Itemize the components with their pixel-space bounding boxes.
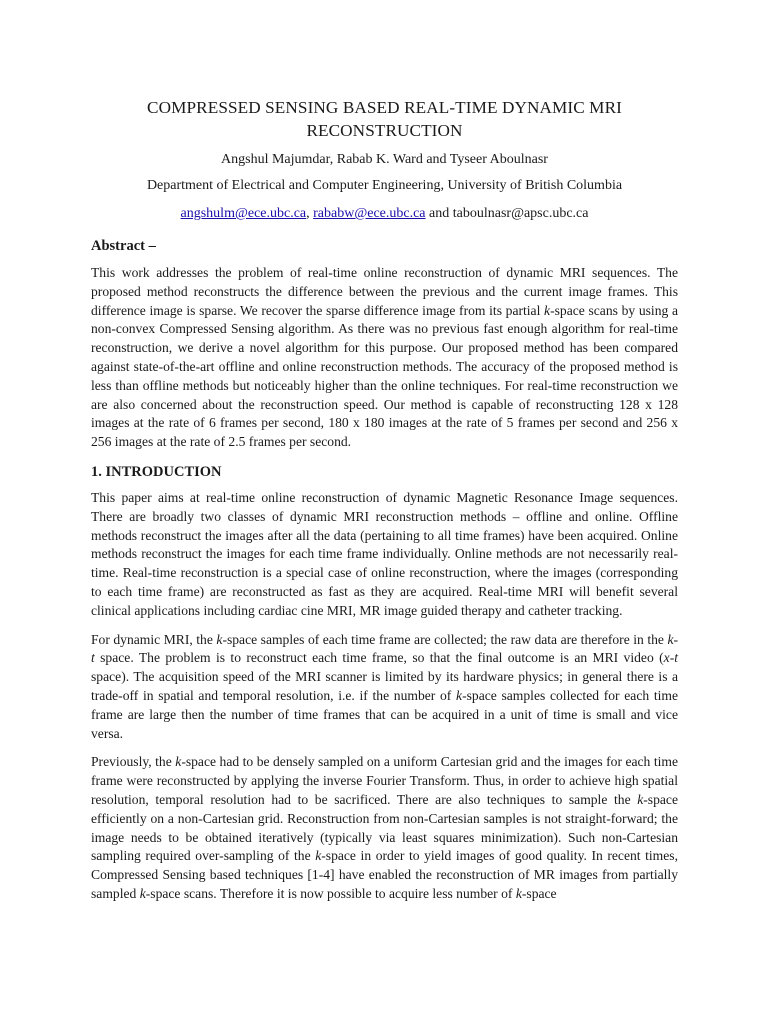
italic-k: k — [216, 631, 223, 647]
p3-text-d: -space in order to yield images of good quality. In recent times, Compressed Sensing based techniques [1-4] have enabled the reconstruction of MR images from partially sampled — [91, 848, 678, 901]
email-link-1[interactable]: angshulm@ece.ubc.ca — [180, 206, 307, 221]
p3-text-b: -space had to be densely sampled on a uniform Cartesian grid and the images for each time frame were reconstructed by applying the inverse Fourier Transform. Thus, in order to achieve high spatial resolution, temporal resolution had to be sacrificed. There are also techniques to sample the — [91, 754, 679, 807]
affiliation: Department of Electrical and Computer Engineering, University of British Columbia — [146, 178, 623, 193]
email-link-2[interactable]: rababw@ece.ubc.ca — [313, 206, 426, 221]
p2-text-a: For dynamic MRI, the — [91, 631, 217, 647]
p2-text-b: -space samples of each time frame are collected; the raw data are therefore in the — [222, 631, 668, 647]
email-separator: , — [306, 206, 314, 221]
italic-k: k — [515, 885, 522, 901]
p2-text-d: space). The acquisition speed of the MRI scanner is limited by its hardware physics; in general there is a trade-off in spatial and temporal resolution, i.e. if the number of — [91, 669, 678, 703]
abstract-heading: Abstract – — [91, 238, 156, 254]
italic-x-t: x-t — [663, 650, 678, 666]
intro-paragraph-2 — [91, 631, 678, 744]
intro-paragraph-1: This paper aims at real-time online reconstruction of dynamic Magnetic Resonance Image sequences. There are broadly two classes of dynamic MRI reconstruction methods – offline and online. Offline methods reconstruct the images after all the data (pertaining to all time frames) have been acquired. Online methods reconstruct the images for each time frame individually. Online methods are not necessarily real-time. Real-time reconstruction is a special case of online reconstruction, where the images (corresponding to each time frame) are reconstructed as fast as they are acquired. Real-time MRI will benefit several clinical applications including cardiac cine MRI, MR image guided therapy and catheter tracking. — [91, 489, 678, 618]
italic-k: k — [315, 848, 322, 864]
p2-text-c: space. The problem is to reconstruct each time frame, so that the final outcome is an MRI video ( — [94, 650, 664, 666]
abstract-text-part-1: This work addresses the problem of real-time online reconstruction of dynamic MRI sequences. The proposed method reconstructs the difference between the previous and the current image frames. This difference image is sparse. We recover the sparse difference image from its partial — [91, 265, 678, 318]
p2-text-e: -space samples collected for each time frame are large then the number of time frames that can be acquired in a unit of time is small and vice versa. — [91, 687, 679, 741]
p3-text-c: -space efficiently on a non-Cartesian grid. Reconstruction from non-Cartesian samples is not straight-forward; the image needs to be obtained iteratively (typically via least squares minimization). Such non-Cartesian sampling required over-sampling of the — [91, 791, 678, 864]
intro-paragraph-3 — [91, 753, 678, 903]
italic-k: k — [637, 791, 644, 807]
italic-k: k — [139, 885, 146, 901]
italic-k: k — [544, 302, 551, 318]
author-emails — [91, 204, 678, 224]
paper-title — [91, 96, 678, 142]
title-line-2: RECONSTRUCTION — [306, 121, 463, 140]
author-list: Angshul Majumdar, Rabab K. Ward and Tyseer Aboulnasr — [221, 152, 548, 167]
abstract-text — [91, 264, 678, 452]
abstract-text-part-2: -space scans by using a non-convex Compressed Sensing algorithm. As there was no previous fast enough algorithm for real-time reconstruction, we derive a novel algorithm for this purpose. Our proposed method has been compared against state-of-the-art offline and online reconstruction methods. The accuracy of the proposed method is less than offline methods but noticeably higher than the online techniques. For real-time reconstruction we are also concerned about the reconstruction speed. Our method is capable of reconstructing 128 x 128 images at the rate of 6 frames per second, 180 x 180 images at the rate of 5 frames per second and 256 x 256 images at the rate of 2.5 frames per second. — [91, 302, 678, 450]
p3-text-a: Previously, the — [91, 754, 176, 770]
p3-text-e: -space scans. Therefore it is now possible to acquire less number of — [145, 885, 516, 901]
italic-k-t: k-t — [91, 631, 678, 666]
italic-k: k — [456, 687, 463, 703]
italic-k: k — [175, 754, 182, 770]
email-tail: and taboulnasr@apsc.ubc.ca — [425, 206, 589, 221]
title-line-1: COMPRESSED SENSING BASED REAL-TIME DYNAMIC MRI — [147, 98, 622, 117]
introduction-heading: 1. INTRODUCTION — [91, 463, 222, 480]
p3-text-f: -space — [521, 885, 557, 901]
